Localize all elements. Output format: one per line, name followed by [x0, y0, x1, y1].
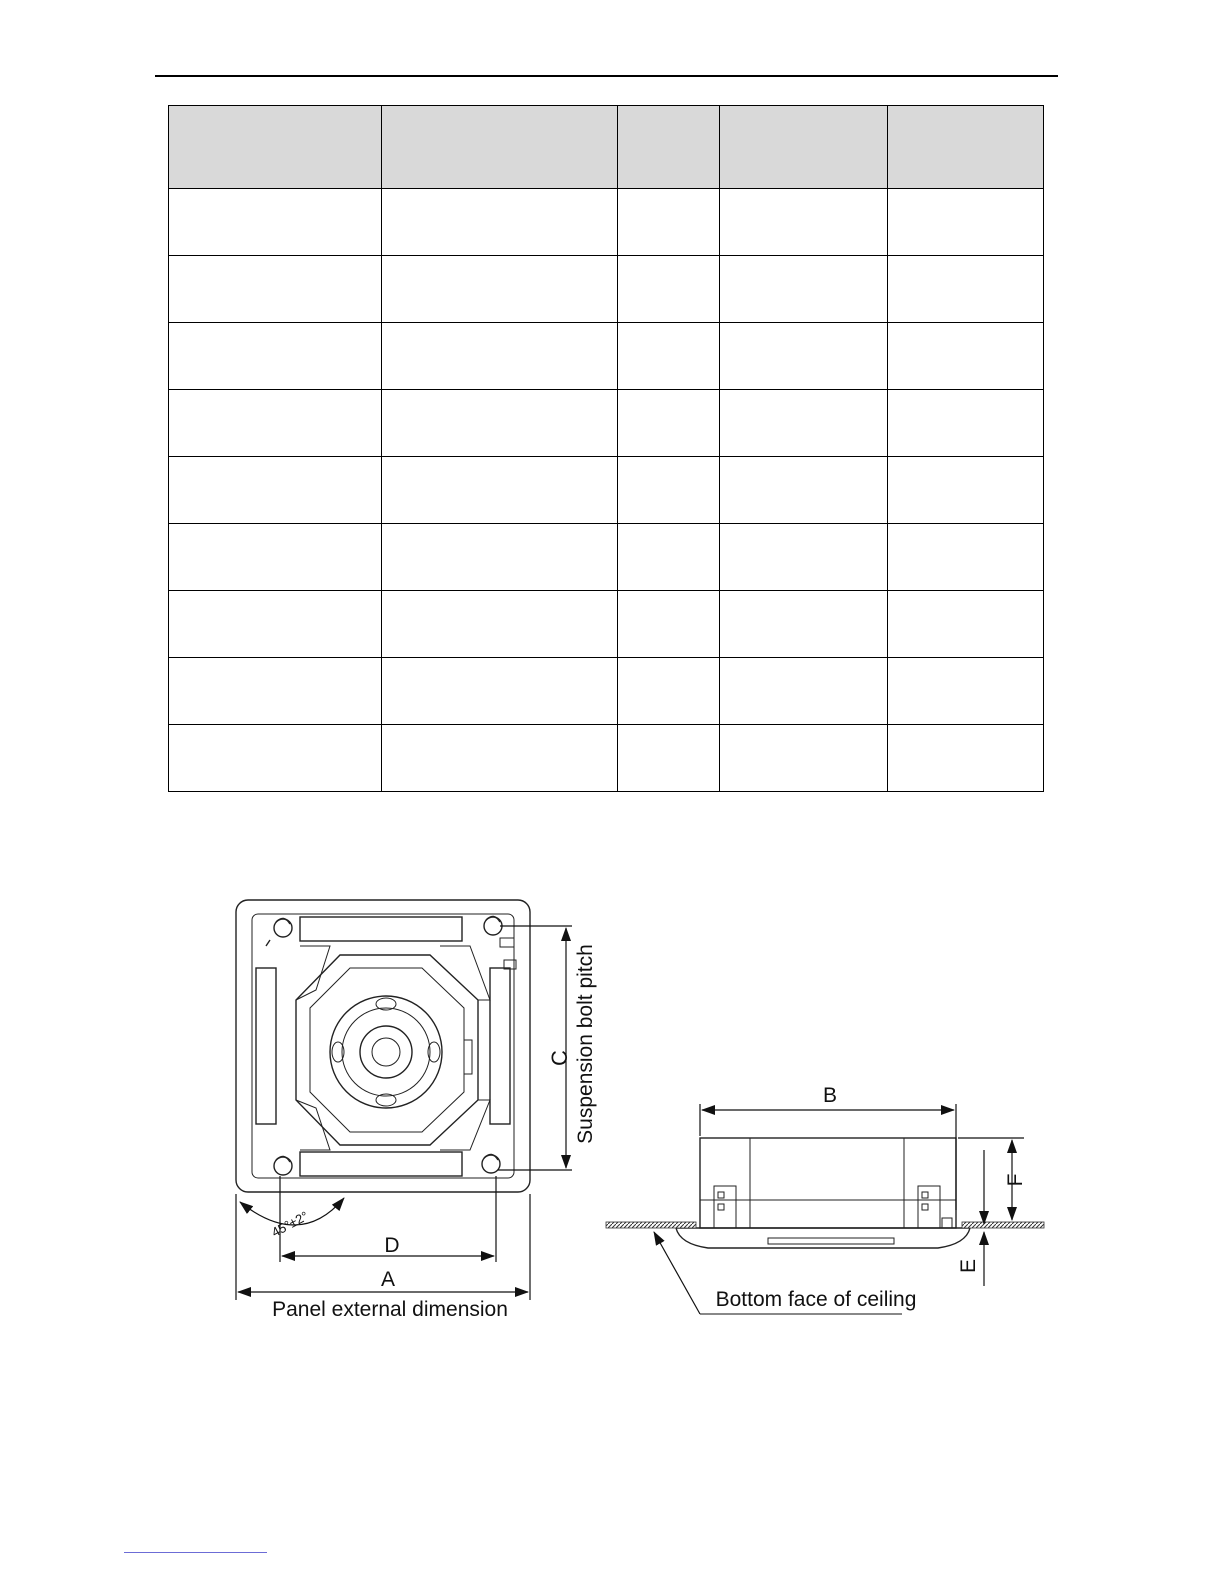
- panel-external-dimension-label: Panel external dimension: [272, 1298, 508, 1321]
- dim-label-b: B: [822, 1084, 838, 1107]
- hook-top-left: [266, 918, 292, 946]
- dim-label-d: D: [384, 1234, 400, 1257]
- top-view-dimensions: [236, 926, 572, 1300]
- suspension-bolt-pitch-label: Suspension bolt pitch: [574, 944, 597, 1144]
- side-view-unit: [676, 1138, 970, 1248]
- hook-bottom-right: [482, 1154, 500, 1173]
- dim-label-f: F: [1004, 1173, 1027, 1187]
- dim-label-a: A: [380, 1268, 396, 1291]
- air-outlet-top: [300, 917, 462, 941]
- ceiling-right: [962, 1222, 1044, 1228]
- fan-motor: [360, 1026, 412, 1078]
- panel-outline: [236, 900, 530, 1192]
- hook-top-right: [484, 916, 502, 935]
- angle-label: 45°±2°: [269, 1208, 311, 1240]
- bracket-right: [918, 1186, 952, 1228]
- air-outlet-bottom: [300, 1152, 462, 1176]
- side-view-dimensions: [654, 1104, 1024, 1314]
- air-outlet-left: [256, 968, 276, 1124]
- ceiling-left: [606, 1222, 696, 1228]
- dim-label-c: C: [547, 1050, 572, 1066]
- hook-bottom-left: [274, 1156, 292, 1175]
- top-view-unit: [236, 900, 530, 1192]
- footer-link-line: [124, 1552, 267, 1553]
- dim-label-e: E: [957, 1258, 980, 1274]
- bottom-face-of-ceiling-label: Bottom face of ceiling: [715, 1288, 917, 1311]
- fan-outer: [330, 996, 442, 1108]
- bracket-left: [714, 1186, 736, 1228]
- inner-housing: [296, 955, 478, 1145]
- air-outlet-right: [490, 968, 510, 1124]
